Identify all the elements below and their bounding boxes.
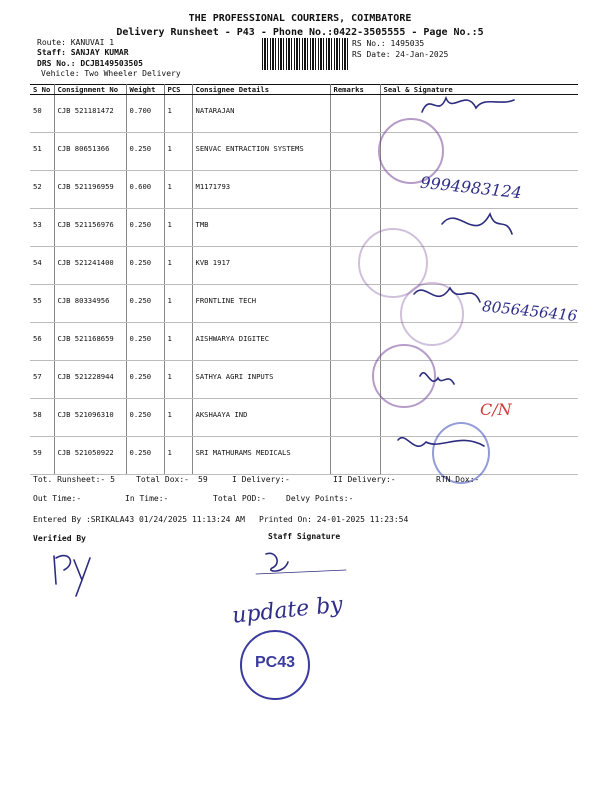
- cell-remarks: [330, 171, 380, 209]
- total-pod: Total POD:-: [213, 494, 266, 503]
- cell-consignee: SATHYA AGRI INPUTS: [192, 361, 330, 399]
- delvy-points: Delvy Points:-: [286, 494, 354, 503]
- cell-consignee: NATARAJAN: [192, 95, 330, 133]
- cell-weight: 0.600: [126, 171, 164, 209]
- vehicle-text: Vehicle: Two Wheeler Delivery: [41, 69, 181, 78]
- cell-pcs: 1: [164, 437, 192, 475]
- tot-runsheet: Tot. Runsheet:- 5: [33, 475, 115, 484]
- cell-sno: 50: [30, 95, 54, 133]
- staff-label: Staff:: [37, 48, 66, 57]
- verified-by-label: Verified By: [33, 534, 86, 543]
- i-delivery: I Delivery:-: [232, 475, 290, 484]
- printed-on: Printed On: 24-01-2025 11:23:54: [259, 515, 409, 524]
- cell-pcs: 1: [164, 95, 192, 133]
- cell-pcs: 1: [164, 209, 192, 247]
- cell-weight: 0.250: [126, 323, 164, 361]
- col-seal-signature: Seal & Signature: [380, 85, 578, 95]
- cell-consignment: CJB 521196959: [54, 171, 126, 209]
- drs-line: [37, 59, 143, 68]
- route-text: Route: KANUVAI 1: [37, 38, 115, 47]
- total-dox-label: Total Dox:-: [136, 475, 189, 484]
- cell-consignment: CJB 521241400: [54, 247, 126, 285]
- cell-consignee: TMB: [192, 209, 330, 247]
- runsheet-title: Delivery Runsheet - P43 - Phone No.:0422-3505555 - Page No.:5: [116, 27, 484, 38]
- col-consignment: Consignment No: [54, 85, 126, 95]
- staff-signature-label: Staff Signature: [268, 532, 341, 541]
- cell-consignment: CJB 521228944: [54, 361, 126, 399]
- col-weight: Weight: [126, 85, 164, 95]
- cell-consignee: KVB 1917: [192, 247, 330, 285]
- cell-sno: 56: [30, 323, 54, 361]
- cell-pcs: 1: [164, 133, 192, 171]
- cell-pcs: 1: [164, 285, 192, 323]
- company-title: THE PROFESSIONAL COURIERS, COIMBATORE: [188, 13, 412, 24]
- cell-weight: 0.250: [126, 209, 164, 247]
- col-remarks: Remarks: [330, 85, 380, 95]
- pc43-stamp: [240, 630, 310, 700]
- out-time: Out Time:-: [33, 494, 82, 503]
- cell-consignment: CJB 521096310: [54, 399, 126, 437]
- cell-weight: 0.250: [126, 399, 164, 437]
- in-time: In Time:-: [125, 494, 169, 503]
- handwritten-phone-1: 9994983124: [419, 172, 523, 203]
- cell-pcs: 1: [164, 399, 192, 437]
- cell-remarks: [330, 133, 380, 171]
- cell-consignment: CJB 521156976: [54, 209, 126, 247]
- entered-by: Entered By :SRIKALA43 01/24/2025 11:13:24 AM: [33, 515, 245, 524]
- footer-signatures: [30, 540, 390, 600]
- cell-weight: 0.250: [126, 247, 164, 285]
- cell-remarks: [330, 323, 380, 361]
- cell-sno: 54: [30, 247, 54, 285]
- col-pcs: PCS: [164, 85, 192, 95]
- cell-consignee: SRI MATHURAMS MEDICALS: [192, 437, 330, 475]
- cell-weight: 0.250: [126, 437, 164, 475]
- cell-consignee: FRONTLINE TECH: [192, 285, 330, 323]
- pc43-stamp-text: PC43: [254, 654, 296, 671]
- cell-sno: 58: [30, 399, 54, 437]
- cell-remarks: [330, 95, 380, 133]
- cell-weight: 0.250: [126, 285, 164, 323]
- staff-value: SANJAY KUMAR: [70, 48, 129, 57]
- signatures-overlay: [380, 84, 580, 484]
- cell-pcs: 1: [164, 171, 192, 209]
- cell-consignee: SENVAC ENTRACTION SYSTEMS: [192, 133, 330, 171]
- cell-consignment: CJB 80651366: [54, 133, 126, 171]
- cell-consignee: M1171793: [192, 171, 330, 209]
- rs-number: RS No.: 1495035: [352, 39, 425, 48]
- col-consignee: Consignee Details: [192, 85, 330, 95]
- handwritten-phone-2: 8056456416: [481, 297, 579, 325]
- cell-sno: 51: [30, 133, 54, 171]
- cell-pcs: 1: [164, 323, 192, 361]
- cell-remarks: [330, 399, 380, 437]
- cell-remarks: [330, 437, 380, 475]
- cell-pcs: 1: [164, 361, 192, 399]
- cell-weight: 0.250: [126, 361, 164, 399]
- cell-weight: 0.700: [126, 95, 164, 133]
- cell-consignee: AKSHAAYA IND: [192, 399, 330, 437]
- cell-consignment: CJB 521168659: [54, 323, 126, 361]
- drs-value: DCJB149503505: [80, 59, 143, 68]
- handwritten-update-by: update by: [230, 592, 344, 629]
- cell-sno: 57: [30, 361, 54, 399]
- ii-delivery: II Delivery:-: [333, 475, 396, 484]
- cell-sno: 53: [30, 209, 54, 247]
- cell-consignment: CJB 521181472: [54, 95, 126, 133]
- drs-label: DRS No.:: [37, 59, 76, 68]
- total-dox-value: 59: [198, 475, 208, 484]
- cell-pcs: 1: [164, 247, 192, 285]
- rs-date: RS Date: 24-Jan-2025: [352, 50, 449, 59]
- col-sno: S No: [30, 85, 54, 95]
- barcode: [262, 38, 348, 70]
- cell-sno: 59: [30, 437, 54, 475]
- rtn-dox: RTN Dox:-: [436, 475, 480, 484]
- cell-sno: 55: [30, 285, 54, 323]
- cell-consignee: AISHWARYA DIGITEC: [192, 323, 330, 361]
- cell-sno: 52: [30, 171, 54, 209]
- handwritten-cn: C/N: [480, 400, 512, 419]
- cell-consignment: CJB 80334956: [54, 285, 126, 323]
- staff-line: [37, 48, 129, 57]
- cell-weight: 0.250: [126, 133, 164, 171]
- cell-consignment: CJB 521050922: [54, 437, 126, 475]
